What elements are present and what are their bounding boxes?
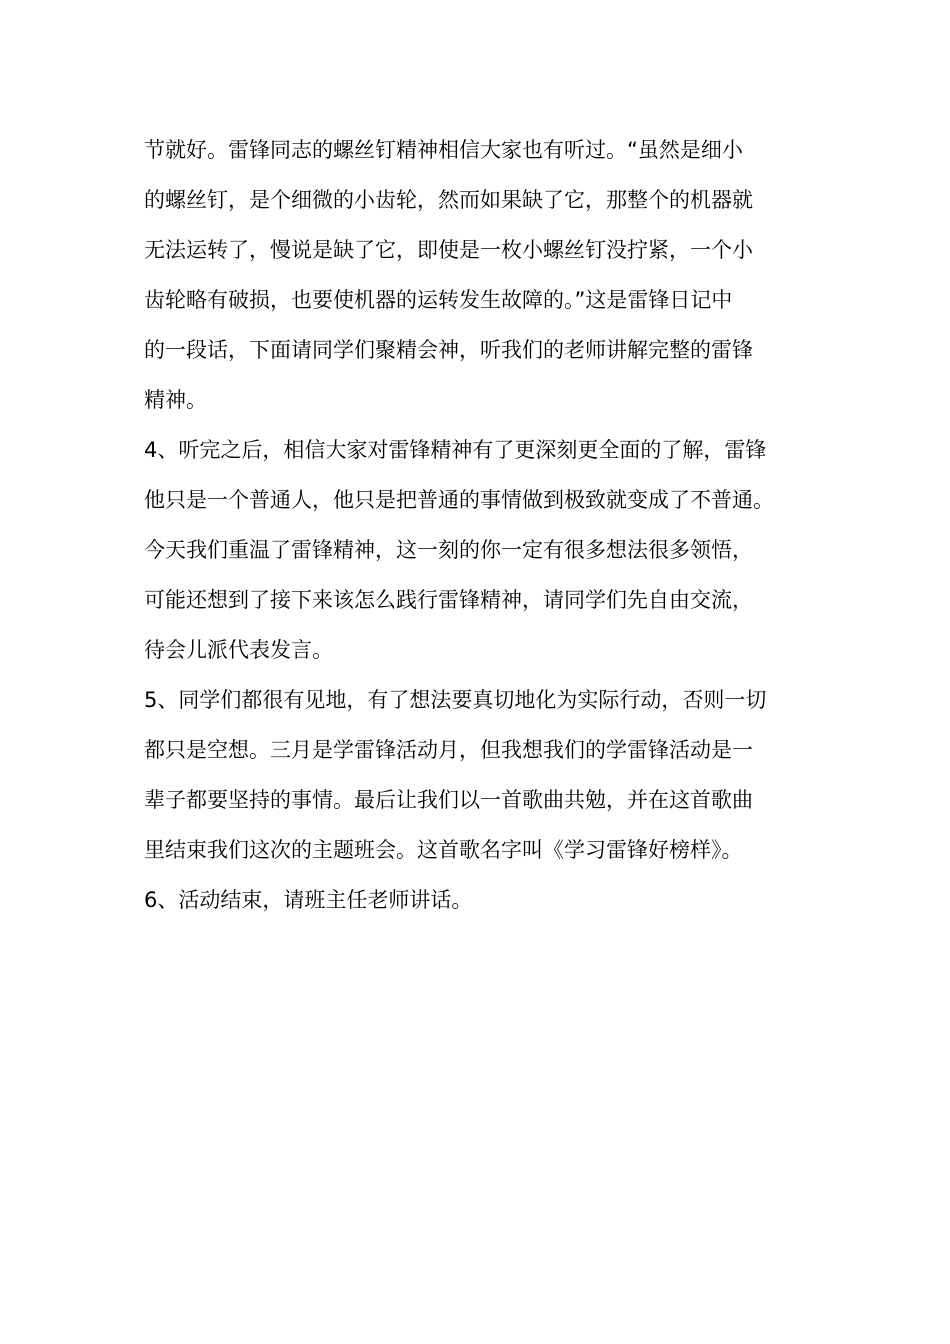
text-line: 精神。 (144, 388, 207, 412)
text-line: 今天我们重温了雷锋精神，这一刻的你一定有很多想法很多领悟， (144, 538, 753, 562)
text-line: 无法运转了，慢说是缺了它，即使是一枚小螺丝钉没拧紧，一个小 (144, 238, 753, 262)
text-line: 6、活动结束，请班主任老师讲话。 (144, 888, 473, 912)
text-line: 可能还想到了接下来该怎么践行雷锋精神，请同学们先自由交流， (144, 588, 753, 612)
text-line: 里结束我们这次的主题班会。这首歌名字叫《学习雷锋好榜样》。 (144, 838, 743, 862)
text-line: 的螺丝钉，是个细微的小齿轮，然而如果缺了它，那整个的机器就 (144, 188, 753, 212)
text-line: 待会儿派代表发言。 (144, 638, 333, 662)
text-line: 都只是空想。三月是学雷锋活动月，但我想我们的学雷锋活动是一 (144, 738, 753, 762)
text-line: 他只是一个普通人，他只是把普通的事情做到极致就变成了不普通。 (144, 488, 774, 512)
text-line: 辈子都要坚持的事情。最后让我们以一首歌曲共勉，并在这首歌曲 (144, 788, 753, 812)
text-line: 齿轮略有破损，也要使机器的运转发生故障的。”这是雷锋日记中 (144, 288, 733, 312)
text-line: 4、听完之后，相信大家对雷锋精神有了更深刻更全面的了解，雷锋 (144, 438, 767, 462)
text-line: 节就好。雷锋同志的螺丝钉精神相信大家也有听过。“虽然是细小 (144, 138, 743, 162)
text-line: 5、同学们都很有见地，有了想法要真切地化为实际行动，否则一切 (144, 688, 767, 712)
text-line: 的一段话，下面请同学们聚精会神，听我们的老师讲解完整的雷锋 (144, 338, 753, 362)
